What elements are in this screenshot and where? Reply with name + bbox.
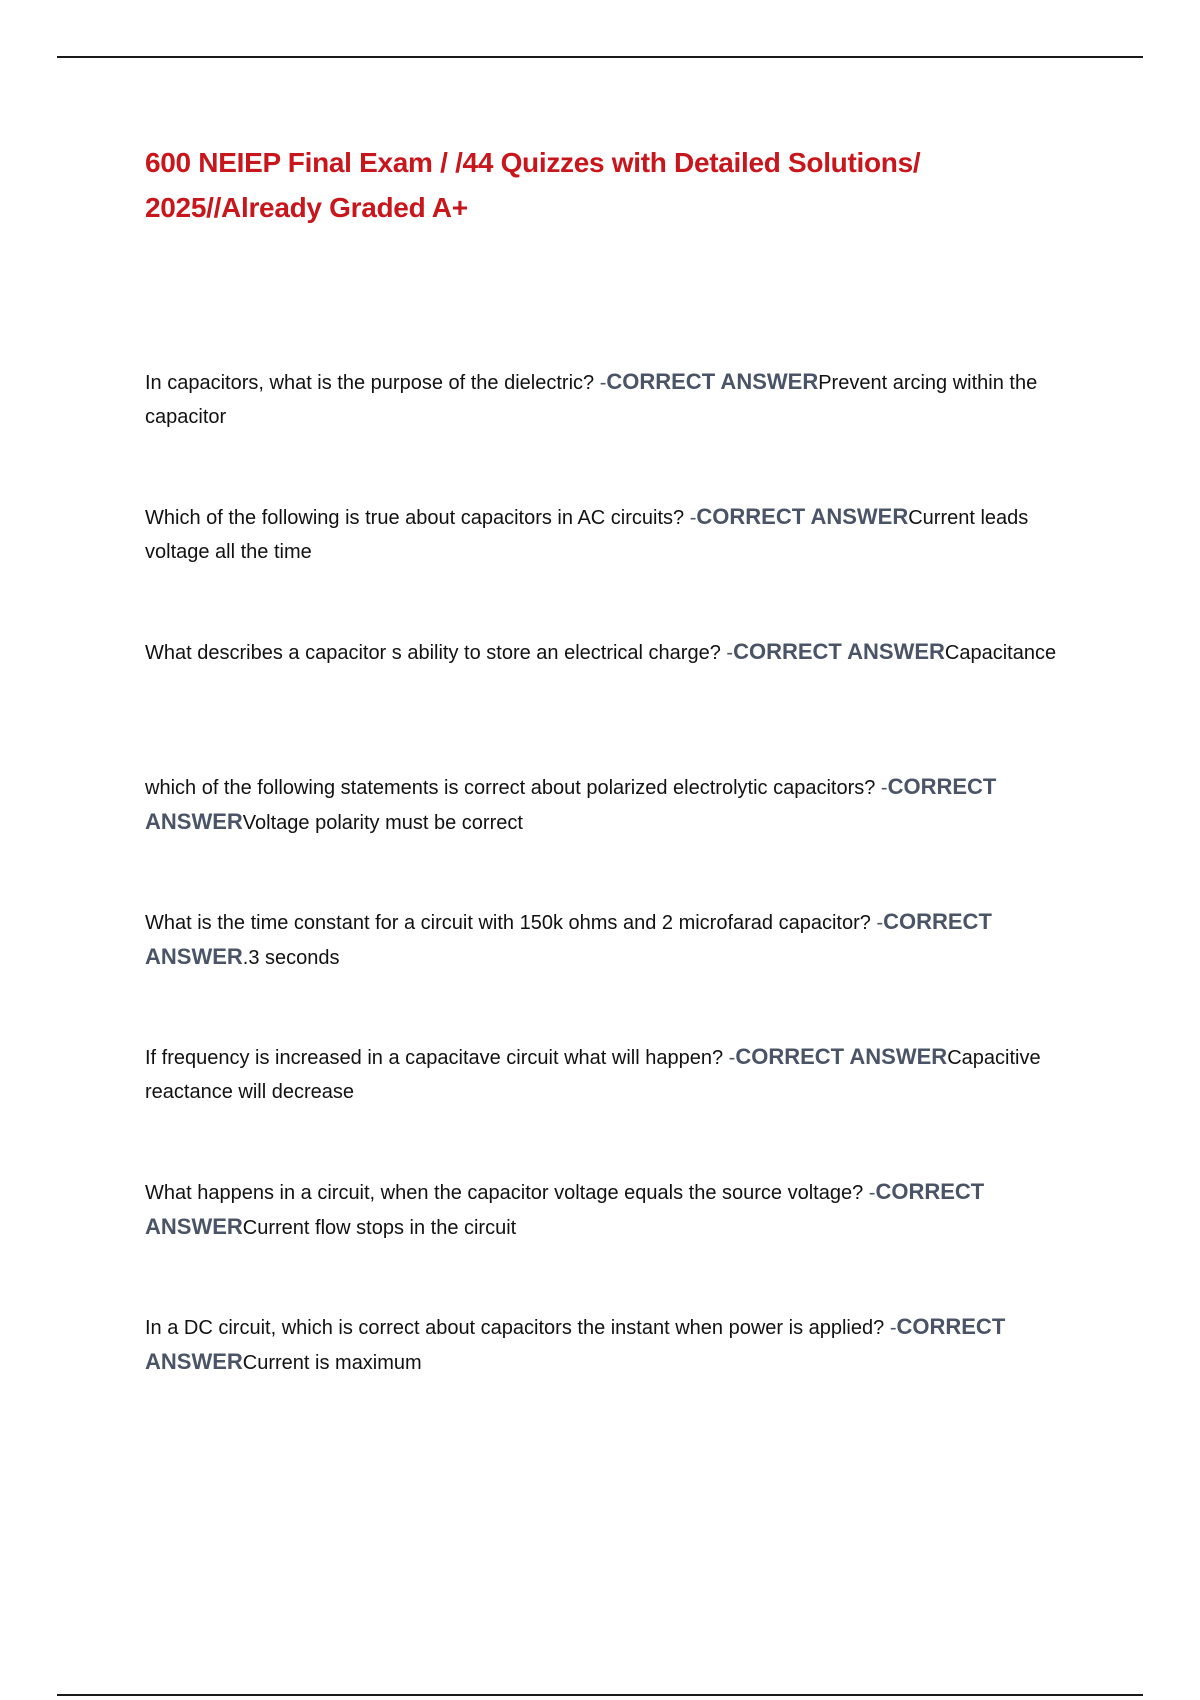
answer-separator: - (728, 1047, 736, 1069)
answer-text: Capacitance (944, 642, 1057, 664)
correct-answer-label: CORRECT ANSWER (145, 1314, 1006, 1374)
question-text: In a DC circuit, which is correct about capacitors the instant when power is applied? (145, 1317, 890, 1339)
qa-item (145, 365, 1095, 467)
bottom-rule (57, 1694, 1143, 1696)
answer-text: Current is maximum (242, 1352, 422, 1374)
answer-separator: - (599, 372, 607, 394)
qa-list (145, 365, 1095, 1412)
answer-text: Voltage polarity must be correct (242, 812, 523, 834)
answer-separator: - (889, 1317, 897, 1339)
title-line-2: 2025//Already Graded A+ (145, 192, 468, 223)
qa-item (145, 1175, 1095, 1277)
document-title (145, 140, 1095, 230)
correct-answer-label: CORRECT ANSWER (145, 1179, 985, 1239)
correct-answer-label: CORRECT ANSWER (733, 639, 945, 664)
correct-answer-label: CORRECT ANSWER (606, 369, 819, 394)
title-line-1: 600 NEIEP Final Exam / /44 Quizzes with Detailed Solutions/ (145, 147, 921, 178)
qa-item (145, 635, 1095, 737)
question-text: which of the following statements is correct about polarized electrolytic capacitors? (145, 777, 881, 799)
answer-text: .3 seconds (242, 947, 340, 969)
answer-text: Current flow stops in the circuit (242, 1217, 517, 1239)
document-body (145, 140, 1095, 1445)
qa-item (145, 770, 1095, 872)
correct-answer-label: CORRECT ANSWER (696, 504, 909, 529)
correct-answer-label: CORRECT ANSWER (145, 909, 992, 969)
correct-answer-label: CORRECT ANSWER (145, 774, 997, 834)
question-text: What happens in a circuit, when the capacitor voltage equals the source voltage? (145, 1182, 869, 1204)
question-text: In capacitors, what is the purpose of the dielectric? (145, 372, 600, 394)
answer-separator: - (868, 1182, 876, 1204)
answer-text: Current leads voltage all the time (145, 507, 1029, 563)
answer-separator: - (726, 642, 734, 664)
question-text: If frequency is increased in a capacitave circuit what will happen? (145, 1047, 729, 1069)
question-text: Which of the following is true about capacitors in AC circuits? (145, 507, 690, 529)
answer-text: Capacitive reactance will decrease (145, 1047, 1041, 1103)
answer-text: Prevent arcing within the capacitor (145, 372, 1038, 428)
answer-separator: - (880, 777, 888, 799)
qa-item (145, 905, 1095, 1007)
question-text: What describes a capacitor s ability to store an electrical charge? (145, 642, 727, 664)
top-rule (57, 56, 1143, 58)
answer-separator: - (876, 912, 884, 934)
qa-item (145, 500, 1095, 602)
question-text: What is the time constant for a circuit with 150k ohms and 2 microfarad capacitor? (145, 912, 877, 934)
qa-item (145, 1040, 1095, 1142)
answer-separator: - (689, 507, 697, 529)
correct-answer-label: CORRECT ANSWER (735, 1044, 948, 1069)
qa-item (145, 1310, 1095, 1412)
